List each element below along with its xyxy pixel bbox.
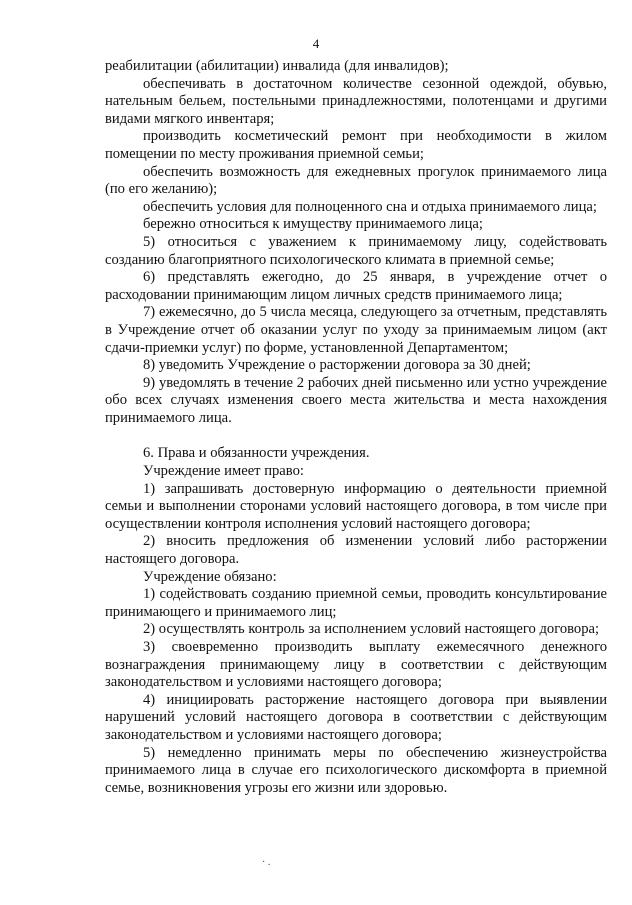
paragraph: Учреждение имеет право: xyxy=(143,463,304,480)
paragraph: 5) относиться с уважением к принимаемому лицу, содействовать созданию благоприятного психологического климата в приемной семье; xyxy=(105,233,607,268)
document-body xyxy=(105,58,607,797)
paragraph: 4) инициировать расторжение настоящего договора при выявлении нарушений условий настоящего договора в соответствии с действующим законодательством и условиями настоящего договора; xyxy=(105,691,607,743)
page-number: 4 xyxy=(312,36,320,51)
paragraph: 2) осуществлять контроль за исполнением условий настоящего договора; xyxy=(143,621,600,638)
paragraph: 9) уведомлять в течение 2 рабочих дней письменно или устно учреждение обо всех случаях изменения своего места жительства и места нахождения принимаемого лица. xyxy=(105,374,607,426)
paragraph: 2) вносить предложения об изменении условий либо расторжении настоящего договора. xyxy=(105,533,607,568)
paragraph: обеспечивать в достаточном количестве сезонной одеждой, обувью, нательным бельем, постельными принадлежностями, полотенцами и другими видами мягкого инвентаря; xyxy=(105,75,607,127)
paragraph: 8) уведомить Учреждение о расторжении договора за 30 дней; xyxy=(143,357,531,374)
paragraph: 1) содействовать созданию приемной семьи, проводить консультирование принимающего и принимаемого лиц; xyxy=(105,586,607,620)
paragraph: 6) представлять ежегодно, до 25 января, в учреждение отчет о расходовании принимающим лицом личных средств принимаемого лица; xyxy=(105,269,607,303)
paragraph: 3) своевременно производить выплату ежемесячного денежного вознаграждения принимающему лицу в соответствии с действующим законодательством и условиями настоящего договора; xyxy=(105,639,607,691)
paragraph: реабилитации (абилитации) инвалида (для инвалидов); xyxy=(105,58,449,74)
paragraph: обеспечить возможность для ежедневных прогулок принимаемого лица (по его желанию); xyxy=(105,163,607,198)
paragraph: 1) запрашивать достоверную информацию о деятельности приемной семьи и выполнении сторонами условий настоящего договора, в том числе при осуществлении контроля исполнения условий настоящего договора; xyxy=(105,480,607,532)
paragraph: производить косметический ремонт при необходимости в жилом помещении по месту проживания приемной семьи; xyxy=(105,128,607,162)
scan-artifact-dots: · . xyxy=(262,857,271,868)
paragraph: бережно относиться к имуществу принимаемого лица; xyxy=(143,216,483,233)
paragraph: 7) ежемесячно, до 5 числа месяца, следующего за отчетным, представлять в Учреждение отчет об оказании услуг по уходу за принимаемым лицом (акт сдачи-приемки услуг) по форме, установленной Департаментом; xyxy=(105,304,607,356)
section-heading: 6. Права и обязанности учреждения. xyxy=(143,445,370,462)
section-gap xyxy=(105,427,607,445)
paragraph: обеспечить условия для полноценного сна и отдыха принимаемого лица; xyxy=(143,198,597,215)
paragraph: 5) немедленно принимать меры по обеспечению жизнеустройства принимаемого лица в случае его психологического дискомфорта в приемной семье, возникновения угрозы его жизни или здоровью. xyxy=(105,744,607,796)
paragraph: Учреждение обязано: xyxy=(143,568,277,585)
